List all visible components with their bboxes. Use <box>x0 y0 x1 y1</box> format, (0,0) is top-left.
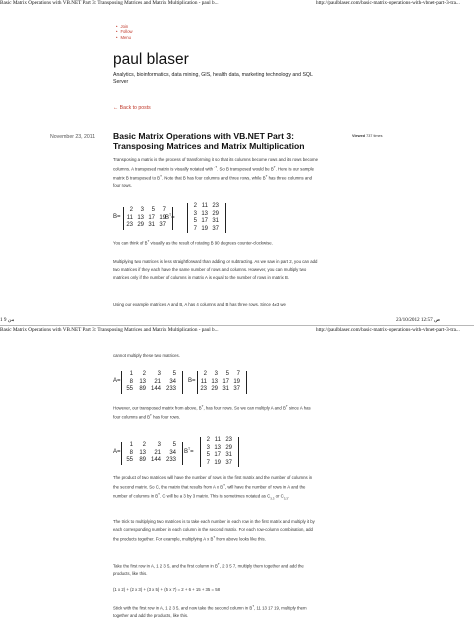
post-title: Basic Matrix Operations with VB.NET Part 3: Transposing Matrices and Matrix Multiplication <box>113 131 305 151</box>
equation-first-product: (1 x 2) + (2 x 3) + (3 x 5) + (5 x 7) = 2 + 6 + 15 + 35 = 58 <box>113 587 221 592</box>
post-date: November 23, 2011 <box>50 134 96 140</box>
matrix-cell: 13 <box>211 378 218 385</box>
matrix-cell: 17 <box>214 452 221 458</box>
matrix-cell: 17 <box>148 214 155 221</box>
matrix-cell: 55 <box>126 386 133 392</box>
matrix-cell: 34 <box>169 378 176 385</box>
nav-menu[interactable]: • Menu <box>116 35 133 40</box>
matrix-cell: 21 <box>154 378 161 385</box>
matrix-cell: 89 <box>139 386 146 392</box>
matrix-cell: 233 <box>165 457 176 463</box>
matrix-cell: 31 <box>148 222 155 228</box>
matrix-cell: 8 <box>129 378 133 385</box>
matrix-cell: 29 <box>225 444 232 451</box>
matrix-cell: 19 <box>201 225 208 232</box>
matrix-cell: 31 <box>212 218 219 224</box>
matrix-cell: 29 <box>137 222 144 228</box>
matrix-a-label: A= <box>113 378 121 384</box>
print-header-right: http://paulblaser.com/basic-matrix-operations-with-vbnet-part-3-tra... <box>316 0 460 6</box>
matrix-cell: 17 <box>222 378 229 385</box>
matrix-cell: 5 <box>172 371 176 377</box>
site-title[interactable]: paul blaser <box>113 51 189 68</box>
matrix-cell: 13 <box>201 210 208 217</box>
matrix-cell: 19 <box>159 214 166 221</box>
matrix-cell: 2 <box>142 442 146 448</box>
paragraph-first-row: Take the first row in A, 1 2 3 5, and the first column in $B^T$, 2 3 5 7, multiply them together and add the products, like this. <box>113 562 304 577</box>
matrix-cell: 3 <box>214 371 218 377</box>
matrix-cell: 3 <box>206 444 210 451</box>
matrix-cell: 7 <box>236 371 240 377</box>
matrix-cell: 13 <box>214 444 221 451</box>
matrix-cell: 23 <box>126 222 133 228</box>
matrix-cell: 7 <box>206 459 210 466</box>
matrix-cell: 13 <box>139 449 146 456</box>
matrix-cell: 3 <box>157 371 161 377</box>
matrix-cell: 31 <box>225 452 232 458</box>
matrix-cell: 144 <box>150 457 161 463</box>
matrix-cell: 29 <box>212 210 219 217</box>
matrix-cell: 3 <box>157 442 161 448</box>
matrix-bt2-label: $B^T=$ <box>184 447 194 455</box>
matrix-cell: 233 <box>165 386 176 392</box>
matrix-cell: 37 <box>212 225 219 232</box>
matrix-cell: 23 <box>212 203 219 209</box>
matrix-cell: 8 <box>129 449 133 456</box>
matrix-cell: 37 <box>225 459 232 466</box>
matrix-cell: 5 <box>151 207 155 213</box>
nav-follow[interactable]: • Follow <box>116 29 133 34</box>
paragraph-multiply-trick: The trick to multiplying two matrices is to take each number in each row in the first matrix and multiply it by each corresponding number in each column in the second matrix. For each row-column combination, add the products together. For example, multiplying A x $B^T$ from above looks like this. <box>113 519 315 542</box>
matrix-cell: 5 <box>172 442 176 448</box>
matrix-bt-grid <box>187 203 226 233</box>
matrix-a-grid <box>121 371 183 394</box>
paragraph-cannot-multiply: cannot multiply these two matrices. <box>113 353 180 358</box>
matrix-cell: 37 <box>159 222 166 228</box>
matrix-cell: 13 <box>137 214 144 221</box>
matrix-b2-grid <box>197 371 247 394</box>
paragraph-transpose-intro: Transposing a matrix is the process of transforming it so that its columns become rows and its rows become columns. A transposed matrix is visually notated with $^{-T}$. So B transposed would be $B^T$. Here is our sample matrix B transposed to $B^T$. Note that B has four columns and three rows, while $B^T$ has three columns and four rows. <box>113 157 318 189</box>
matrix-b2-label: B= <box>188 378 196 384</box>
nav-join[interactable]: • Join <box>116 24 133 29</box>
matrix-bt-label: $B^T=$ <box>165 213 175 221</box>
matrix-cell: 7 <box>193 225 197 232</box>
print-footer-right: 23/10/2012 12:57 ص <box>396 317 441 323</box>
matrix-cell: 23 <box>200 386 207 392</box>
paragraph-example: Using our example matrices A and B, A has 4 columns and B has three rows. Since 4≠3 we <box>113 302 286 307</box>
view-count: Viewed 737 times <box>352 134 383 138</box>
print-header-right-p2: http://paulblaser.com/basic-matrix-operations-with-vbnet-part-3-tra... <box>316 327 460 333</box>
matrix-cell: 17 <box>201 218 208 224</box>
back-to-posts-link[interactable]: ← Back to posts <box>113 105 151 111</box>
print-header-left: Basic Matrix Operations with VB.NET Part 3: Transposing Matrices and Matrix Multiplication - paul b... <box>0 0 219 6</box>
paragraph-rotate: You can think of $B^T$ visually as the result of rotating B 90 degrees counter-clockwise. <box>113 239 273 246</box>
matrix-cell: 29 <box>211 386 218 392</box>
matrix-cell: 2 <box>129 207 133 213</box>
matrix-cell: 11 <box>126 214 133 221</box>
matrix-cell: 19 <box>214 459 221 466</box>
matrix-cell: 144 <box>150 386 161 392</box>
matrix-cell: 2 <box>206 437 210 443</box>
matrix-cell: 5 <box>206 452 210 458</box>
matrix-cell: 2 <box>193 203 197 209</box>
paragraph-multiply-intro: Multiplying two matrices is less straightforward than adding or subtracting. As we saw in part 2, you can add two matrices if they each have the same number of rows and columns. However, you can multiply two matrices only if the number of columns in matrix A is equal to the number of rows in matrix B. <box>113 259 318 280</box>
matrix-cell: 2 <box>203 371 207 377</box>
top-nav <box>116 24 133 40</box>
matrix-cell: 3 <box>193 210 197 217</box>
matrix-a2-grid <box>121 442 183 465</box>
matrix-cell: 1 <box>129 442 133 448</box>
paragraph-transposed-can-multiply: However, our transposed matrix from above, $B^T$, has four rows. So we can multiply A and $B^T$ since A has four columns and $B^T$ has four rows. <box>113 404 311 420</box>
matrix-cell: 11 <box>200 378 207 385</box>
matrix-cell: 34 <box>169 449 176 456</box>
matrix-cell: 21 <box>154 449 161 456</box>
matrix-cell: 19 <box>233 378 240 385</box>
matrix-cell: 5 <box>193 218 197 224</box>
page-break-rule <box>0 325 474 326</box>
matrix-cell: 23 <box>225 437 232 443</box>
matrix-bt2-grid <box>200 437 239 467</box>
matrix-cell: 5 <box>225 371 229 377</box>
matrix-cell: 89 <box>139 457 146 463</box>
print-footer-left: من 9 1 <box>0 317 15 323</box>
matrix-a2-label: A= <box>113 449 121 455</box>
matrix-cell: 13 <box>139 378 146 385</box>
matrix-cell: 37 <box>233 386 240 392</box>
site-tagline: Analytics, bioinformatics, data mining, GIS, health data, marketing technology and SQL Server <box>113 72 313 85</box>
matrix-cell: 1 <box>129 371 133 377</box>
matrix-cell: 3 <box>140 207 144 213</box>
matrix-b-label: B= <box>113 214 121 220</box>
matrix-cell: 11 <box>201 203 208 209</box>
matrix-cell: 31 <box>222 386 229 392</box>
paragraph-product-dimensions: The product of two matrices will have the number of rows in the first matrix and the number of columns in the second matrix. So C, the matrix that results from A x $B^T$, will have the number of rows in A and the number of columns in $B^T$. C will be a 3 by 3 matrix. This is sometimes notated as $C_{3,3}$ or $C_{3,3}$. <box>113 475 313 501</box>
matrix-cell: 2 <box>142 371 146 377</box>
print-header-left-p2: Basic Matrix Operations with VB.NET Part 3: Transposing Matrices and Matrix Multiplication - paul b... <box>0 327 219 333</box>
matrix-cell: 55 <box>126 457 133 463</box>
matrix-cell: 7 <box>162 207 166 213</box>
matrix-cell: 11 <box>214 437 221 443</box>
paragraph-second-column: Stick with the first row in A, 1 2 3 5, and now take the second column in $B^T$, 11 13 17 19, multiply them together and add the products, like this. <box>113 604 307 619</box>
